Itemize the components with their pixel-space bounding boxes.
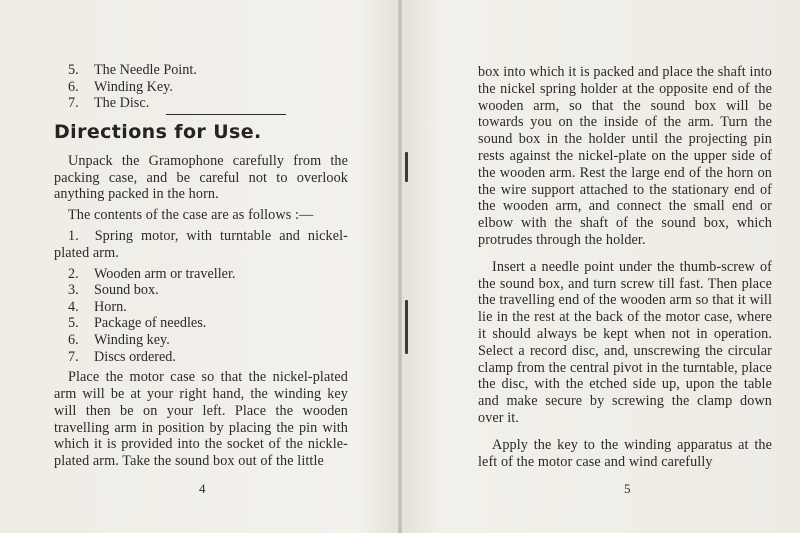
item-number: 7. [68, 95, 79, 112]
item-text: Winding Key. [94, 78, 173, 95]
contents-list [54, 266, 348, 366]
item-text: Discs ordered. [94, 348, 176, 365]
item-number: 4. [68, 298, 79, 315]
list-item [68, 332, 348, 349]
list-item [68, 282, 348, 299]
paragraph: Apply the key to the winding apparatus at the left of the motor case and wind carefully [478, 436, 772, 470]
item-text: Package of needles. [94, 315, 207, 332]
list-item [68, 79, 348, 96]
item-number: 6. [68, 331, 79, 348]
item-text: Spring motor, with turntable and nickel-plated arm. [54, 227, 349, 261]
right-page [402, 0, 800, 533]
list-item [68, 299, 348, 316]
paragraph: box into which it is packed and place the shaft into the nickel spring holder at the opposite end of the wooden arm, so that the sound box will be towards you on the inside of the arm. Turn the sound box in the holder until the projecting pin rests against the nickel-plate on the upper side of the wooden arm. Rest the large end of the horn on the wire support attached to the stationary end of the wooden arm, and connect the small end or elbow with the shaft of the sound box, which protrudes through the holder. [478, 64, 772, 248]
item-number: 3. [68, 282, 79, 299]
page-number: 4 [199, 481, 206, 496]
item-text: Sound box. [94, 282, 159, 299]
parts-list [54, 62, 348, 112]
paragraph: Place the motor case so that the nickel-plated arm will be at your right hand, the winding key will then be on your left. Place the wooden travelling arm in position by placing the pin with which it is provided into the socket of the nickle-plated arm. Take the sound box out of the little [54, 369, 348, 470]
item-number: 1. [68, 227, 79, 244]
list-item [68, 266, 348, 283]
item-number: 6. [68, 78, 79, 95]
item-text: Horn. [94, 298, 127, 315]
item-text: Winding key. [94, 331, 170, 348]
item-number: 5. [68, 62, 79, 78]
item-number: 2. [68, 265, 79, 282]
list-item [68, 95, 348, 112]
item-number: 7. [68, 348, 79, 365]
page-number: 5 [624, 481, 631, 496]
paragraph: The contents of the case are as follows :— [68, 207, 314, 224]
section-heading: Directions for Use. [54, 120, 262, 143]
left-page [0, 0, 398, 533]
list-item-hanging [54, 228, 348, 262]
paragraph: Unpack the Gramophone carefully from the packing case, and be careful not to overlook anything packed in the horn. [54, 152, 348, 203]
item-number: 5. [68, 315, 79, 332]
paragraph: Insert a needle point under the thumb-screw of the sound box, and turn screw till fast. Then place the travelling end of the wooden arm so that it will lie in the rest at the back of the motor case, where it should always be kept when not in operation. Select a record disc, and, unscrewing the circular clamp from the central pivot in the turntable, place the disc, with the etched side up, upon the table and make secure by screwing the clamp down over it. [478, 258, 772, 426]
item-text: The Disc. [94, 95, 150, 112]
list-item [68, 62, 348, 79]
list-item [68, 315, 348, 332]
list-item [68, 349, 348, 366]
divider-rule [166, 114, 286, 115]
item-text: Wooden arm or traveller. [94, 265, 236, 282]
item-text: The Needle Point. [94, 62, 197, 78]
